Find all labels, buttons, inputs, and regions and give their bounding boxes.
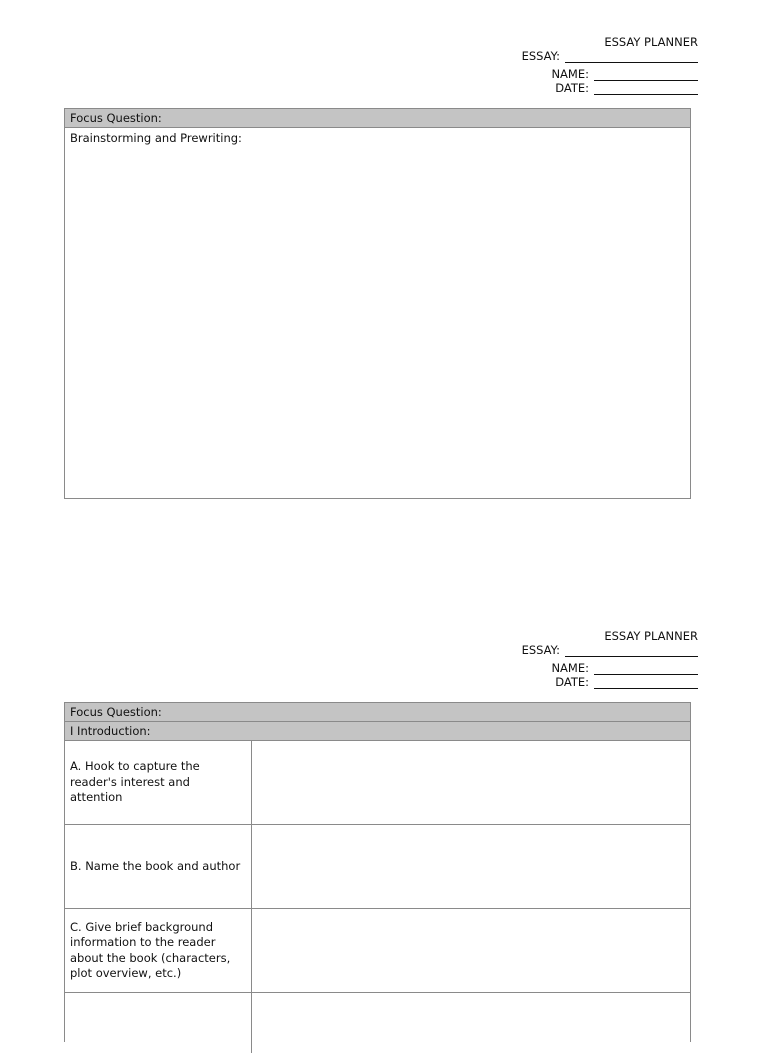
date-blank[interactable] — [594, 83, 698, 95]
focus-question-bar: Focus Question: — [65, 109, 690, 128]
name-blank[interactable] — [594, 69, 698, 81]
table-row — [65, 909, 690, 993]
row-answer-cell[interactable] — [252, 825, 690, 908]
date-field — [438, 81, 698, 95]
planner-2-header — [438, 629, 698, 689]
focus-question-bar: Focus Question: — [65, 703, 690, 722]
name-field — [438, 67, 698, 81]
name-label: NAME: — [551, 67, 589, 81]
row-label: A. Hook to capture the reader's interest and attention — [65, 741, 252, 824]
planner-1-title: ESSAY PLANNER — [604, 35, 698, 49]
essay-label: ESSAY: — [521, 49, 560, 63]
date-blank[interactable] — [594, 677, 698, 689]
introduction-bar: I Introduction: — [65, 722, 690, 741]
brainstorming-label: Brainstorming and Prewriting: — [70, 131, 242, 145]
essay-blank[interactable] — [565, 645, 698, 657]
brainstorming-area[interactable] — [65, 128, 690, 149]
planner-2-box — [64, 702, 691, 1042]
row-label: C. Give brief background information to the reader about the book (characters, plot overview, etc.) — [65, 909, 252, 992]
table-row — [65, 741, 690, 825]
essay-blank[interactable] — [565, 51, 698, 63]
essay-field — [438, 643, 698, 657]
row-answer-cell[interactable] — [252, 741, 690, 824]
planner-1-header — [438, 35, 698, 95]
date-field — [438, 675, 698, 689]
name-field — [438, 661, 698, 675]
name-label: NAME: — [551, 661, 589, 675]
row-label — [65, 993, 252, 1053]
table-row — [65, 825, 690, 909]
date-label: DATE: — [555, 675, 589, 689]
planner-1-box — [64, 108, 691, 499]
essay-field — [438, 49, 698, 63]
essay-label: ESSAY: — [521, 643, 560, 657]
name-blank[interactable] — [594, 663, 698, 675]
date-label: DATE: — [555, 81, 589, 95]
table-row — [65, 993, 690, 1053]
row-answer-cell[interactable] — [252, 993, 690, 1053]
planner-2-title: ESSAY PLANNER — [604, 629, 698, 643]
row-label: B. Name the book and author — [65, 825, 252, 908]
row-answer-cell[interactable] — [252, 909, 690, 992]
